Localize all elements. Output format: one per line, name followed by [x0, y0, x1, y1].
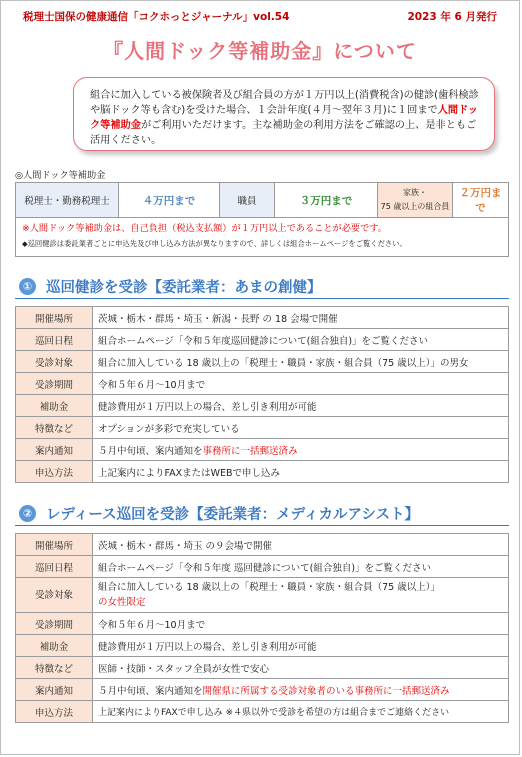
subsidy-amount-family: ２万円まで	[453, 183, 509, 218]
table-row	[16, 461, 509, 483]
row-value: 令和５年６月～10月まで	[93, 373, 509, 395]
table-row	[16, 556, 509, 578]
section1-heading	[19, 276, 322, 297]
table-row	[16, 679, 509, 701]
row-value: オプションが多彩で充実している	[93, 417, 509, 439]
table-row	[16, 373, 509, 395]
row-label: 案内通知	[16, 439, 93, 461]
row-value: 組合ホームページ「令和５年度巡回健診について(組合独自)」をご覧ください	[93, 329, 509, 351]
table-row	[16, 657, 509, 679]
table-row	[16, 613, 509, 635]
row-value	[93, 578, 509, 613]
row-value: 茨城・栃木・群馬・埼玉・新潟・長野 の 18 会場で開催	[93, 307, 509, 329]
row-label: 補助金	[16, 395, 93, 417]
table-row	[16, 417, 509, 439]
subsidy-note-red: ※人間ドック等補助金は、自己負担（税込支払額）が１万円以上であることが必要です。	[22, 223, 387, 234]
notice-highlight: 開催県に所属する受診対象者のいる事務所に一括郵送済み	[202, 685, 450, 697]
subsidy-label-tax-accountant: 税理士・勤務税理士	[16, 183, 119, 218]
row-label: 申込方法	[16, 701, 93, 723]
table-row	[16, 578, 509, 613]
table-row	[16, 307, 509, 329]
section1-table	[15, 306, 509, 483]
row-label: 申込方法	[16, 461, 93, 483]
row-value: 上記案内によりFAXまたはWEBで申し込み	[93, 461, 509, 483]
table-row	[16, 534, 509, 556]
subsidy-notes	[15, 217, 509, 257]
header-bar	[23, 9, 497, 25]
row-value: 上記案内によりFAXで申し込み ※４県以外で受診を希望の方は組合までご連絡ください	[93, 701, 509, 723]
table-row	[16, 395, 509, 417]
section2-number-icon: ②	[19, 505, 36, 522]
subsidy-amount-staff: ３万円まで	[275, 183, 378, 218]
notice-text: ５月中旬頃、案内通知を	[98, 685, 203, 697]
row-value	[93, 679, 509, 701]
row-label: 受診対象	[16, 351, 93, 373]
row-label: 受診期間	[16, 613, 93, 635]
row-value	[93, 439, 509, 461]
row-value: 健診費用が１万円以上の場合、差し引き利用が可能	[93, 395, 509, 417]
notice-text: ５月中旬頃、案内通知を	[98, 445, 203, 457]
newsletter-issue: 税理士国保の健康通信「コクホっとジャーナル」vol.54	[23, 11, 290, 23]
table-row	[16, 439, 509, 461]
row-label: 開催場所	[16, 534, 93, 556]
subsidy-label-family-line2: 75 歳以上の組合員	[380, 202, 450, 211]
row-label: 案内通知	[16, 679, 93, 701]
row-label: 特徴など	[16, 657, 93, 679]
section1-divider	[15, 298, 509, 299]
row-label: 補助金	[16, 635, 93, 657]
subsidy-caption: ◎人間ドック等補助金	[15, 170, 106, 181]
issue-date: 2023 年 6 月発行	[407, 11, 497, 23]
table-row	[16, 329, 509, 351]
section1-heading-text: 巡回健診を受診【委託業者：あまの創健】	[46, 280, 322, 296]
table-row	[16, 635, 509, 657]
row-value: 令和５年６月～10月まで	[93, 613, 509, 635]
table-row	[16, 701, 509, 723]
row-label: 受診期間	[16, 373, 93, 395]
intro-text-b: がご利用いただけます。主な補助金の利用方法をご確認の上、是非ともご活用ください。	[90, 120, 477, 146]
section2-divider	[15, 525, 509, 526]
subsidy-amount-tax-accountant: ４万円まで	[119, 183, 220, 218]
page-title: 『人間ドック等補助金』について	[103, 39, 417, 63]
row-label: 特徴など	[16, 417, 93, 439]
row-label: 開催場所	[16, 307, 93, 329]
row-value: 茨城・栃木・群馬・埼玉 の９会場で開催	[93, 534, 509, 556]
row-value: 健診費用が１万円以上の場合、差し引き利用が可能	[93, 635, 509, 657]
row-label: 受診対象	[16, 578, 93, 613]
section1-number-icon: ①	[19, 278, 36, 295]
target-highlight: の女性限定	[98, 597, 146, 608]
subsidy-note: ◆巡回健診は委託業者ごとに申込先及び申し込み方法が異なりますので、詳しくは組合ホームページをご覧ください。	[22, 239, 407, 248]
intro-box	[73, 77, 495, 151]
notice-highlight: 事務所に一括郵送済み	[202, 445, 298, 457]
row-label: 巡回日程	[16, 556, 93, 578]
row-label: 巡回日程	[16, 329, 93, 351]
row-value: 医師・技師・スタッフ全員が女性で安心	[93, 657, 509, 679]
section2-table	[15, 533, 509, 723]
table-row	[16, 351, 509, 373]
subsidy-label-family	[378, 183, 453, 218]
intro-highlight: 人間ドック等補助金	[90, 105, 479, 131]
row-value: 組合に加入している 18 歳以上の「税理士・職員・家族・組合員（75 歳以上）」の男女	[93, 351, 509, 373]
target-text: 組合に加入している 18 歳以上の「税理士・職員・家族・組合員（75 歳以上）」	[98, 582, 440, 593]
row-value: 組合ホームページ「令和５年度 巡回健診について(組合独自)」をご覧ください	[93, 556, 509, 578]
subsidy-label-staff: 職員	[220, 183, 275, 218]
subsidy-label-family-line1: 家族・	[403, 188, 427, 197]
section2-heading-text: レディース巡回を受診【委託業者：メディカルアシスト】	[46, 507, 419, 523]
subsidy-table	[15, 182, 509, 218]
section2-heading	[19, 503, 419, 524]
intro-text-a: 組合に加入している被保険者及び組合員の方が１万円以上(消費税含)の健診(歯科検診や脳ドック等も含む)を受けた場合、１会計年度(４月～翌年３月)に１回まで	[90, 90, 479, 116]
